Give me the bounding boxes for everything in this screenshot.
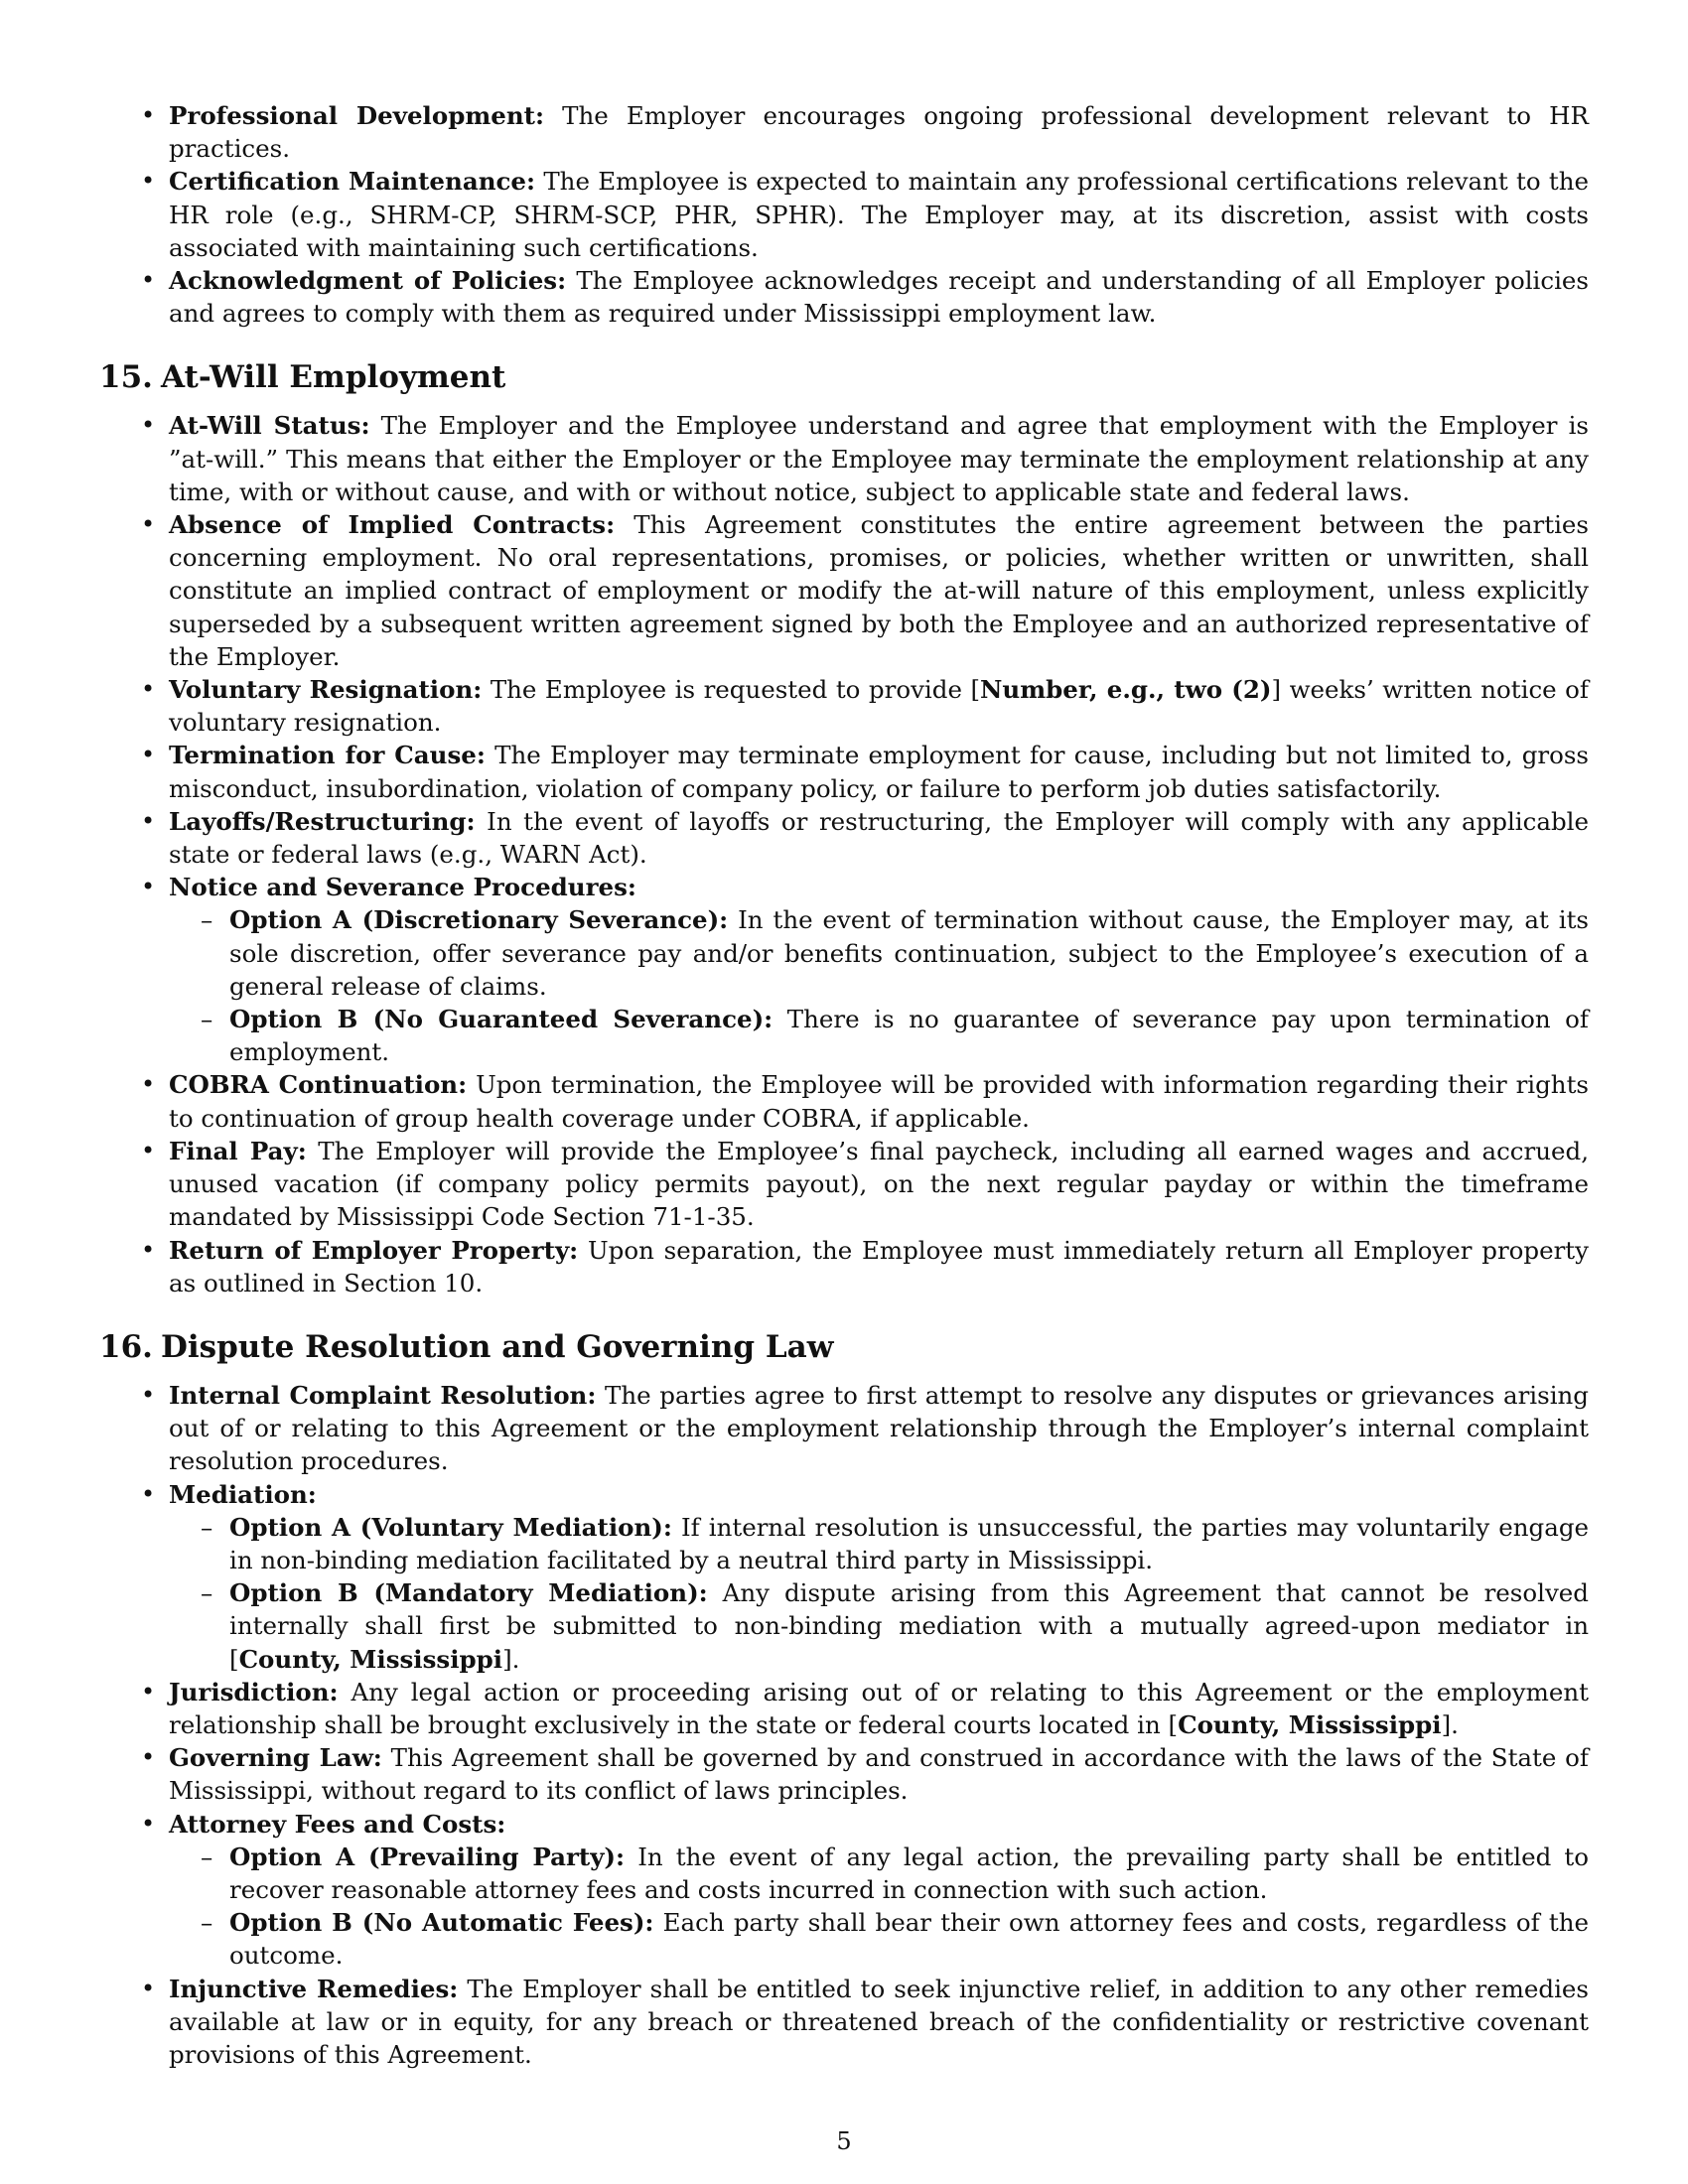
mediation-option-a: – Option A (Voluntary Mediation): If internal resolution is unsuccessful, the parties may voluntarily engage in non-binding mediation facilitated by a neutral third party in Mississippi.	[169, 1511, 1589, 1576]
list-item-final-pay: • Final Pay: The Employer will provide the Employee’s final paycheck, including all earned wages and accrued, unused vacation (if company policy permits payout), on the next regular payday or within the timeframe mandated by Mississippi Code Section 71-1-35.	[99, 1135, 1589, 1234]
list-item-at-will-status: • At-Will Status: The Employer and the Employee understand and agree that employment with the Employer is ”at-will.” This means that either the Employer or the Employee may terminate the employment relationship at any time, with or without cause, and with or without notice, subject to applicable state and federal laws.	[99, 409, 1589, 508]
section-heading-15: 15. At-Will Employment	[99, 359, 506, 396]
mediation-options	[169, 1511, 1589, 1676]
list-item-injunctive-remedies: • Injunctive Remedies: The Employer shall be entitled to seek injunctive relief, in addition to any other remedies available at law or in equity, for any breach or threatened breach of the confidentiality or restrictive covenant provisions of this Agreement.	[99, 1973, 1589, 2072]
section-16-list	[99, 1379, 1589, 2071]
placeholder-notice-weeks: Number, e.g., two (2)	[980, 675, 1272, 705]
section-15-list	[99, 409, 1589, 1298]
mediation-option-b: – Option B (Mandatory Mediation): Any dispute arising from this Agreement that cannot be resolved internally shall first be submitted to non-binding mediation with a mutually agreed-upon mediator in [County, Mississippi].	[169, 1576, 1589, 1676]
placeholder-mediation-county: County, Mississippi	[238, 1644, 503, 1674]
list-item-attorney-fees: • Attorney Fees and Costs: – Option A (Prevailing Party): In the event of any legal action, the prevailing party shall be entitled to recover reasonable attorney fees and costs incurred in connection with such action. – Option B (No Automatic Fees): Each party shall bear their own attorney fees and costs, regardless of the outcome.	[99, 1808, 1589, 1973]
list-item-governing-law: • Governing Law: This Agreement shall be governed by and construed in accordance with the laws of the State of Mississippi, without regard to its conflict of laws principles.	[99, 1741, 1589, 1807]
list-item-professional-development: • Professional Development: The Employer encourages ongoing professional development relevant to HR practices.	[99, 99, 1589, 165]
list-item-jurisdiction: • Jurisdiction: Any legal action or proceeding arising out of or relating to this Agreement or the employment relationship shall be brought exclusively in the state or federal courts located in [County, Mississippi].	[99, 1676, 1589, 1741]
fees-option-a: – Option A (Prevailing Party): In the event of any legal action, the prevailing party shall be entitled to recover reasonable attorney fees and costs incurred in connection with such action.	[169, 1841, 1589, 1906]
list-item-implied-contracts: • Absence of Implied Contracts: This Agreement constitutes the entire agreement between the parties concerning employment. No oral representations, promises, or policies, whether written or unwritten, shall constitute an implied contract of employment or modify the at-will nature of this employment, unless explicitly superseded by a subsequent written agreement signed by both the Employee and an authorized representative of the Employer.	[99, 508, 1589, 673]
list-item-internal-complaint: • Internal Complaint Resolution: The parties agree to first attempt to resolve any disputes or grievances arising out of or relating to this Agreement or the employment relationship through the Employer’s internal complaint resolution procedures.	[99, 1379, 1589, 1478]
page-content	[99, 99, 1589, 2071]
fees-options	[169, 1841, 1589, 1973]
fees-option-b: – Option B (No Automatic Fees): Each party shall bear their own attorney fees and costs, regardless of the outcome.	[169, 1906, 1589, 1972]
list-item-return-property: • Return of Employer Property: Upon separation, the Employee must immediately return all Employer property as outlined in Section 10.	[99, 1234, 1589, 1299]
list-item-mediation: • Mediation: – Option A (Voluntary Mediation): If internal resolution is unsuccessful, the parties may voluntarily engage in non-binding mediation facilitated by a neutral third party in Mississippi. – Option B (Mandatory Mediation): Any dispute arising from this Agreement that cannot be resolved internally shall first be submitted to non-binding mediation with a mutually agreed-upon mediator in [County, Mississippi].	[99, 1478, 1589, 1676]
list-item-cobra: • COBRA Continuation: Upon termination, the Employee will be provided with information regarding their rights to continuation of group health coverage under COBRA, if applicable.	[99, 1068, 1589, 1134]
list-item-layoffs: • Layoffs/Restructuring: In the event of layoffs or restructuring, the Employer will comply with any applicable state or federal laws (e.g., WARN Act).	[99, 805, 1589, 871]
list-item-severance-procedures: • Notice and Severance Procedures: – Option A (Discretionary Severance): In the event of termination without cause, the Employer may, at its sole discretion, offer severance pay and/or benefits continuation, subject to the Employee’s execution of a general release of claims. – Option B (No Guaranteed Severance): There is no guarantee of severance pay upon termination of employment.	[99, 871, 1589, 1068]
list-item-certification-maintenance: • Certification Maintenance: The Employee is expected to maintain any professional certifications relevant to the HR role (e.g., SHRM-CP, SHRM-SCP, PHR, SPHR). The Employer may, at its discretion, assist with costs associated with maintaining such certifications.	[99, 165, 1589, 264]
page-number: 5	[836, 2127, 852, 2155]
list-item-termination-cause: • Termination for Cause: The Employer may terminate employment for cause, including but not limited to, gross misconduct, insubordination, violation of company policy, or failure to perform job duties satisfactorily.	[99, 739, 1589, 804]
professional-list	[99, 99, 1589, 330]
severance-option-b: – Option B (No Guaranteed Severance): There is no guarantee of severance pay upon termination of employment.	[169, 1003, 1589, 1068]
list-item-acknowledgment-policies: • Acknowledgment of Policies: The Employee acknowledges receipt and understanding of all Employer policies and agrees to comply with them as required under Mississippi employment law.	[99, 264, 1589, 330]
placeholder-jurisdiction-county: County, Mississippi	[1178, 1709, 1442, 1739]
severance-options	[169, 903, 1589, 1068]
list-item-voluntary-resignation: • Voluntary Resignation: The Employee is requested to provide [Number, e.g., two (2)] weeks’ written notice of voluntary resignation.	[99, 673, 1589, 739]
section-heading-16: 16. Dispute Resolution and Governing Law	[99, 1328, 834, 1365]
severance-option-a: – Option A (Discretionary Severance): In the event of termination without cause, the Employer may, at its sole discretion, offer severance pay and/or benefits continuation, subject to the Employee’s execution of a general release of claims.	[169, 903, 1589, 1003]
